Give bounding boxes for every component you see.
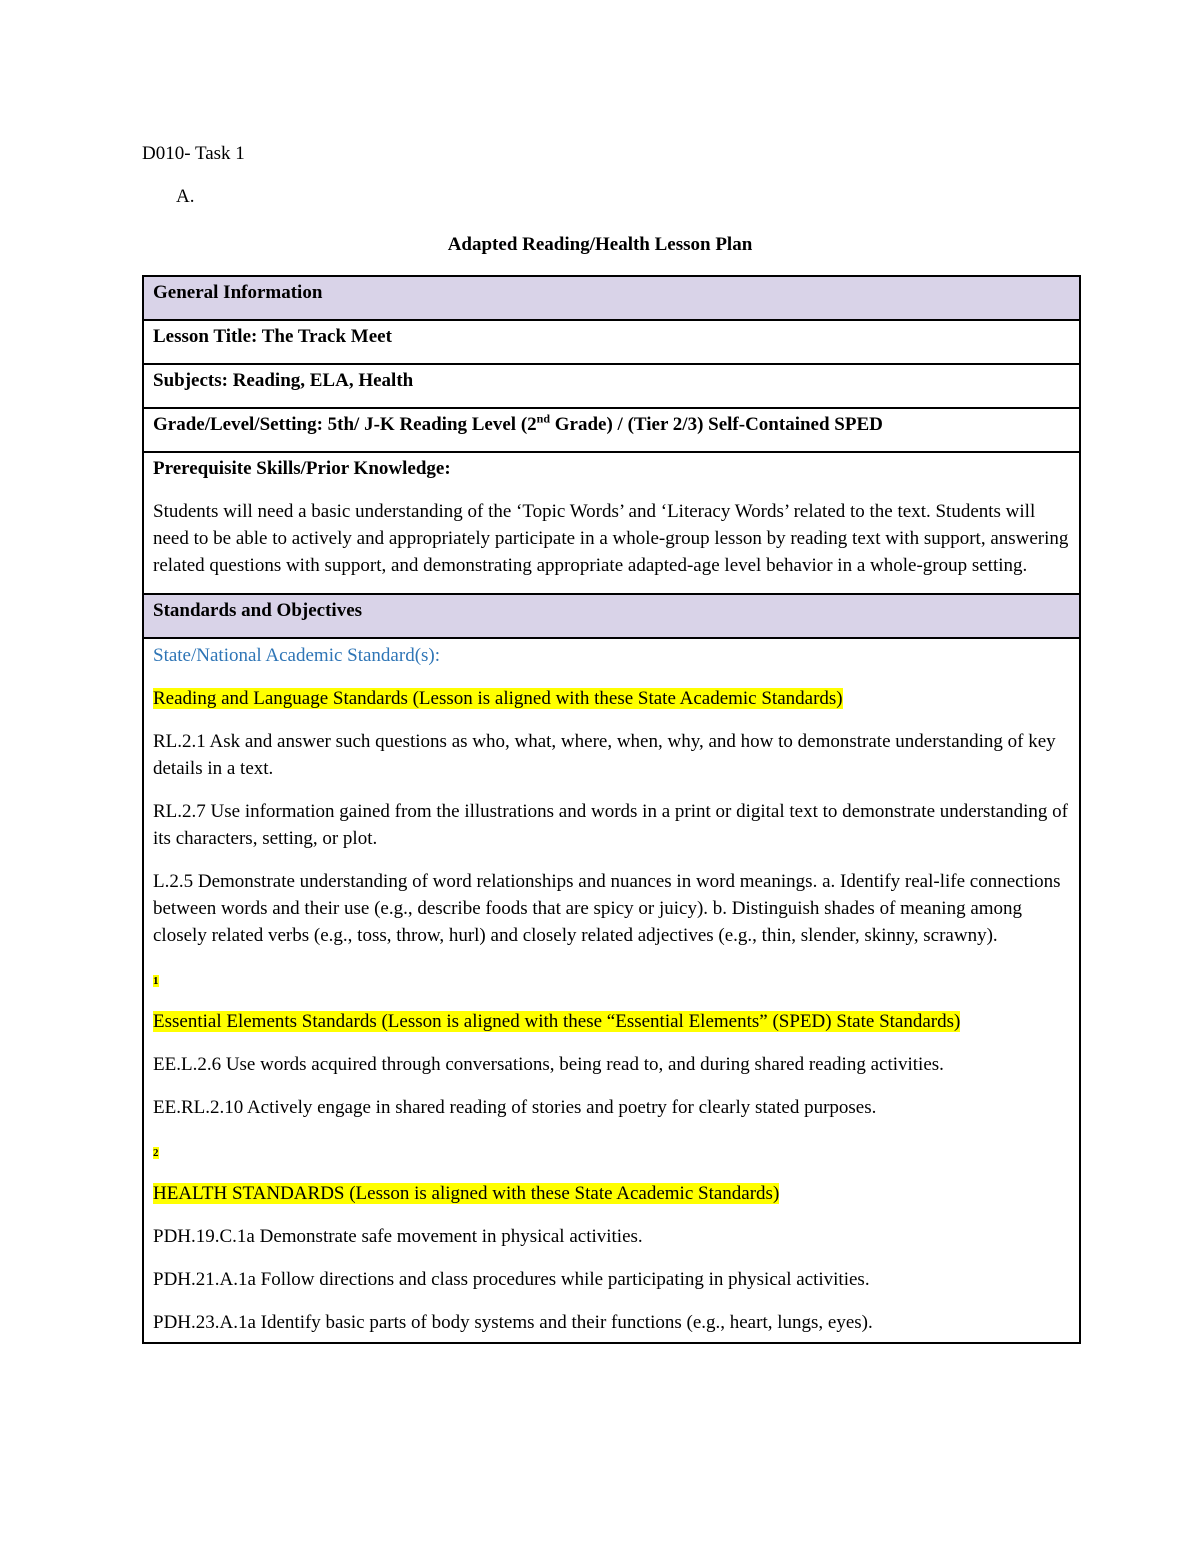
grade-suffix: Grade) / (Tier 2/3) Self-Contained SPED [550, 414, 883, 435]
section-letter: A. [176, 186, 195, 207]
general-information-heading: General Information [153, 282, 323, 303]
lesson-plan-title: Adapted Reading/Health Lesson Plan [447, 234, 753, 255]
standard-rl-2-7: RL.2.7 Use information gained from the illustrations and words in a print or digital text to demonstrate understanding of its characters, setting, or plot. [153, 801, 1068, 849]
grade-prefix: Grade/Level/Setting: 5th/ J-K Reading Level (2 [153, 414, 537, 435]
footnote-marker-2: 2 [153, 1147, 159, 1159]
standards-heading: Standards and Objectives [153, 600, 363, 621]
lesson-plan-table [142, 275, 1081, 1344]
standard-pdh-19: PDH.19.C.1a Demonstrate safe movement in physical activities. [153, 1226, 643, 1247]
prerequisite-heading: Prerequisite Skills/Prior Knowledge: [153, 458, 451, 479]
grade-level-row [144, 409, 1079, 453]
essential-elements-heading: Essential Elements Standards (Lesson is aligned with these “Essential Elements” (SPED) State Standards) [153, 1011, 961, 1032]
prerequisite-row [144, 453, 1079, 595]
standard-ee-rl-2-10: EE.RL.2.10 Actively engage in shared reading of stories and poetry for clearly stated purposes. [153, 1097, 877, 1118]
grade-level-setting [153, 411, 883, 435]
health-standards-heading: HEALTH STANDARDS (Lesson is aligned with these State Academic Standards) [153, 1183, 780, 1204]
document-id: D010- Task 1 [142, 143, 245, 164]
prerequisite-text: Students will need a basic understanding of the ‘Topic Words’ and ‘Literacy Words’ related to the text. Students will need to be able to actively and appropriately participate in a whole-group lesson by reading text with support, answering related questions with support, and demonstrating appropriate adapted-age level behavior in a whole-group setting. [153, 501, 1069, 576]
lesson-title: Lesson Title: The Track Meet [153, 326, 392, 347]
standard-l-2-5: L.2.5 Demonstrate understanding of word relationships and nuances in word meanings. a. Identify real-life connections between words and their use (e.g., describe foods that are spicy or juicy). b. Distinguish shades of meaning among closely related verbs (e.g., toss, throw, hurl) and closely related adjectives (e.g., thin, slender, skinny, scrawny). [153, 871, 1061, 946]
standard-pdh-21: PDH.21.A.1a Follow directions and class procedures while participating in physical activities. [153, 1269, 870, 1290]
lesson-title-row [144, 321, 1079, 365]
subjects-row [144, 365, 1079, 409]
reading-standards-heading: Reading and Language Standards (Lesson is aligned with these State Academic Standards) [153, 688, 843, 709]
standard-ee-l-2-6: EE.L.2.6 Use words acquired through conversations, being read to, and during shared reading activities. [153, 1054, 944, 1075]
general-information-header [144, 277, 1079, 321]
standards-header [144, 595, 1079, 639]
grade-superscript: nd [536, 411, 551, 426]
footnote-marker-1: 1 [153, 975, 159, 987]
standard-pdh-23: PDH.23.A.1a Identify basic parts of body systems and their functions (e.g., heart, lungs, eyes). [153, 1312, 873, 1333]
standards-row [144, 639, 1079, 1342]
standard-rl-2-1: RL.2.1 Ask and answer such questions as who, what, where, when, why, and how to demonstrate understanding of key details in a text. [153, 731, 1056, 779]
state-standards-label: State/National Academic Standard(s): [153, 645, 441, 666]
subjects: Subjects: Reading, ELA, Health [153, 370, 414, 391]
